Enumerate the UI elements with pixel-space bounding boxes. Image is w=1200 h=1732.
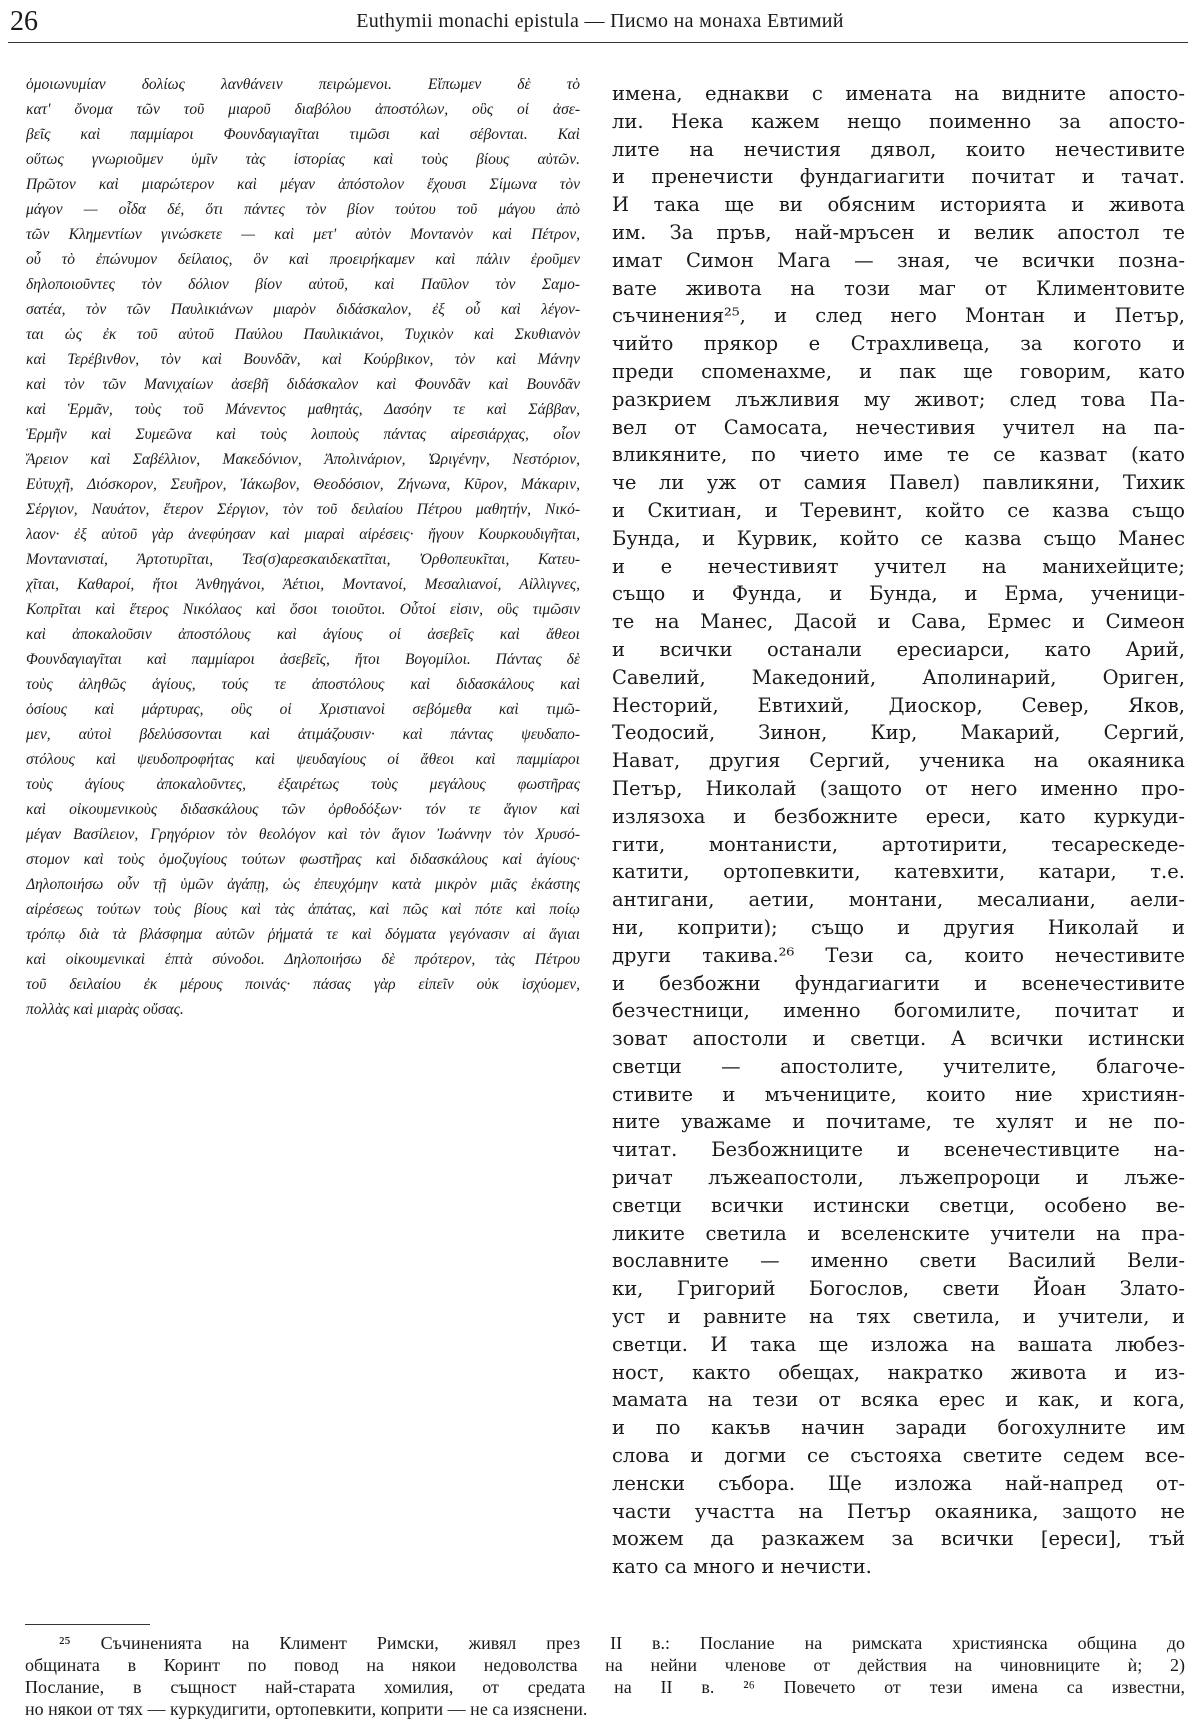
translation-text-line: уст и равните на тях светила, и учители, и <box>612 1305 1185 1329</box>
translation-text-line: преди споменахме, и пак ще говорим, като <box>612 359 1185 383</box>
greek-text-line: σατέα, τὸν τῶν Παυλικιάνων μιαρὸν διδάσκαλον, ἐξ οὗ καὶ λέγον- <box>26 301 580 318</box>
greek-text-line: καὶ ἀποκαλοῦσιν ἀποστόλους καὶ ἁγίους οἱ ἀσεβεῖς καὶ ἄθεοι <box>26 626 580 643</box>
translation-text-line: ност, както обещах, накратко живота и из- <box>612 1360 1185 1384</box>
translation-text-line: можем да разкажем за всички [ереси], тъй <box>612 1527 1185 1551</box>
greek-text-line: καὶ τὸν τῶν Μανιχαίων ἀσεβῆ διδάσκαλον καὶ Φουνδᾶν καὶ Βουνδᾶν <box>26 376 580 393</box>
greek-text-line: Φουνδαγιαγῖται καὶ παμμίαροι ἀσεβεῖς, ἤτοι Βογομίλοι. Πάντας δὲ <box>26 651 580 668</box>
translation-text-line: антигани, аетии, монтани, месалиани, аели- <box>612 888 1185 912</box>
translation-text-line: безчестници, именно богомилите, почитат и <box>612 999 1185 1023</box>
translation-text-line: и по какъв начин заради богохулните им <box>612 1416 1185 1440</box>
translation-text-line: читат. Безбожниците и всенечестивците на- <box>612 1138 1185 1162</box>
greek-text-line: Σέργιον, Ναυάτον, ἕτερον Σέργιον, τὸν τοῦ δειλαίου Πέτρου μαθητήν, Νικό- <box>26 501 580 518</box>
translation-text-line: слова и догми се състояха светите седем все- <box>612 1444 1185 1468</box>
footnote-rule <box>25 1624 150 1625</box>
greek-text-line: ὁμοιωνυμίαν δολίως λανθάνειν πειρώμενοι. Εἴπωμεν δὲ τὸ <box>26 76 580 93</box>
translation-text-line: мамата на тези от всяка ерес и как, и кога, <box>612 1388 1185 1412</box>
translation-text-line: излязоха и безбожните ереси, като куркуди- <box>612 804 1185 828</box>
translation-text-line: съчинения²⁵, и след него Монтан и Петър, <box>612 304 1185 328</box>
greek-text-line: καὶ οἰκουμενικαὶ ἑπτὰ σύνοδοι. Δηλοποιήσω δὲ πρότερον, τὰς Πέτρου <box>26 951 580 968</box>
greek-text-line: τρόπῳ διὰ τὰ βλάσφημα αὐτῶν ῥήματά τε καὶ δόγματα γεγόνασιν αἱ ἅγιαι <box>26 926 580 943</box>
translation-text-line: светци — апостолите, учителите, благоче- <box>612 1054 1185 1078</box>
footnote-line: общината в Коринт по повод на някои недоволства на нейни членове от действия на чиновниците ѝ; 2) <box>25 1655 1185 1675</box>
translation-text-line: че ли уж от самия Павел) павликяни, Тихик <box>612 471 1185 495</box>
greek-text-line: Μοντανισταί, Ἀρτοτυρῖται, Τεσ(σ)αρεσκαιδεκατῖται, Ὀρθοπευκῖται, Κατευ- <box>26 551 580 568</box>
greek-text-line: χῖται, Καθαροί, ἤτοι Ἀνθηγάνοι, Ἀέτιοι, Μοντανοί, Μεσαλιανοί, Αἰλλιγνες, <box>26 576 580 593</box>
greek-text-line: Κοπρῖται καὶ ἕτερος Νικόλαος καὶ ὅσοι τοιοῦτοι. Οὗτοί εἰσιν, οὓς τιμῶσιν <box>26 601 580 618</box>
greek-text-line: Ἄρειον καὶ Σαβέλλιον, Μακεδόνιον, Ἀπολινάριον, Ὠριγένην, Νεστόριον, <box>26 451 580 468</box>
translation-text-line: ричат лъжеапостоли, лъжепророци и лъже- <box>612 1166 1185 1190</box>
translation-text-line: ните уважаме и почитаме, те хулят и не по- <box>612 1110 1185 1134</box>
translation-text-line: ликите светила и вселенските учители на пра- <box>612 1221 1185 1245</box>
translation-text-line: чийто прякор е Страхливеца, за когото и <box>612 332 1185 356</box>
translation-text-line: стивите и мъчениците, които ние християн- <box>612 1082 1185 1106</box>
greek-text-line: τοὺς ἁγίους ἀποκαλοῦντες, ἐξαιρέτως τοὺς μεγάλους φωστῆρας <box>26 776 580 793</box>
greek-text-line: στόλους καὶ ψευδοπροφήτας καὶ ψευδαγίους οἱ ἄθεοι καὶ παμμίαροι <box>26 751 580 768</box>
greek-text-line: Δηλοποιήσω οὖν τῇ ὑμῶν ἀγάπῃ, ὡς ἐπευχόμην κατὰ μικρὸν μιᾶς ἑκάστης <box>26 876 580 893</box>
greek-text-line: τοὺς ἀληθῶς ἁγίους, τούς τε ἀποστόλους καὶ διδασκάλους καὶ <box>26 676 580 693</box>
translation-text-line: и безбожни фундагиагити и всенечестивите <box>612 971 1185 995</box>
greek-text-line: μάγον — οἶδα δέ, ὅτι πάντες τὸν βίον τούτου τοῦ μάγου ἀπὸ <box>26 201 580 218</box>
translation-text-line: части участта на Петър окаяника, защото не <box>612 1499 1185 1523</box>
translation-text-line: И така ще ви обясним историята и живота <box>612 193 1185 217</box>
bulgarian-translation-column <box>612 80 1185 1581</box>
translation-text-line: вликяните, по чието име те се казват (като <box>612 443 1185 467</box>
greek-text-line: αἱρέσεως τούτων τοὺς βίους καὶ τὰς ἀπάτας, καὶ πῶς καὶ πότε καὶ ποίῳ <box>26 901 580 918</box>
translation-text-line: Теодосий, Зинон, Кир, Макарий, Сергий, <box>612 721 1185 745</box>
greek-text-line: οὕτως γνωριοῦμεν ὑμῖν τὰς ἱστορίας καὶ τοὺς βίους αὐτῶν. <box>26 151 580 168</box>
greek-text-line: καὶ Τερέβινθον, τὸν καὶ Βουνδᾶν, καὶ Κούρβικον, τὸν καὶ Μάνην <box>26 351 580 368</box>
translation-text-line: вел от Самосата, нечестивия учител на па- <box>612 415 1185 439</box>
translation-text-line: като са много и нечисти. <box>612 1555 872 1579</box>
running-title: Euthymii monachi epistula — Писмо на монаха Евтимий <box>356 10 844 32</box>
greek-text-line: βεῖς καὶ παμμίαροι Φουνδαγιαγῖται τιμῶσι καὶ σέβονται. Καὶ <box>26 126 580 143</box>
translation-text-line: и всички останали ересиарси, като Арий, <box>612 637 1185 661</box>
greek-text-line: οὗ τὸ ἐπώνυμον δείλαιος, ὃν καὶ προειρήκαμεν καὶ πάλιν ἐροῦμεν <box>26 251 580 268</box>
translation-text-line: лите на нечистия дявол, които нечестивите <box>612 137 1185 161</box>
greek-text-line: πολλὰς καὶ μιαρὰς οὔσας. <box>26 1001 184 1018</box>
greek-text-line: Εὐτυχῆ, Διόσκορον, Σευῆρον, Ἰάκωβον, Θεοδόσιον, Ζήνωνα, Κῦρον, Μάκαριν, <box>26 476 580 493</box>
greek-text-line: μεν, αὐτοὶ βδελύσσονται καὶ ἀτιμάζουσιν· καὶ πάντας ψευδαπο- <box>26 726 580 743</box>
greek-text-line: Πρῶτον καὶ μιαρώτερον καὶ μέγαν ἀπόστολον ἔχουσι Σίμωνα τὸν <box>26 176 580 193</box>
translation-text-line: имена, еднакви с имената на видните апосто- <box>612 82 1185 105</box>
greek-text-line: μέγαν Βασίλειον, Γρηγόριον τὸν θεολόγον καὶ τὸν ἅγιον Ἰωάννην τὸν Χρυσό- <box>26 826 580 843</box>
translation-text-line: Нават, другия Сергий, ученика на окаяника <box>612 749 1185 773</box>
footnote-line: но някои от тях — куркудигити, ортопевкити, коприти — не са изяснени. <box>25 1699 588 1719</box>
greek-text-line: καὶ οἰκουμενικοὺς διδασκάλους τῶν ὀρθοδόξων· τόν τε ἅγιον καὶ <box>26 801 580 818</box>
translation-text-line: вославните — именно свети Василий Вели- <box>612 1249 1185 1273</box>
greek-text-column <box>26 72 580 1022</box>
greek-text-line: τῶν Κλημεντίων γινώσκετε — καὶ μετ' αὐτὸν Μοντανὸν καὶ Πέτρον, <box>26 226 580 243</box>
translation-text-line: Несторий, Евтихий, Диоскор, Север, Яков, <box>612 693 1185 717</box>
translation-text-line: също и Фунда, и Бунда, и Ерма, ученици- <box>612 582 1185 606</box>
greek-text-line: καὶ Ἑρμᾶν, τοὺς τοῦ Μάνεντος μαθητάς, Δασόην τε καὶ Σάββαν, <box>26 401 580 418</box>
footnote-line: ²⁵ Съчиненията на Климент Римски, живял през II в.: Послание на римската християнска община до <box>59 1633 1185 1653</box>
translation-text-line: други такива.²⁶ Тези са, които нечестивите <box>612 943 1185 967</box>
translation-text-line: им. За пръв, най-мръсен и велик апостол те <box>612 220 1185 244</box>
translation-text-line: и е нечестивият учител на манихейците; <box>612 554 1185 578</box>
header-rule <box>8 42 1188 43</box>
translation-text-line: светци. И така ще изложа на вашата любез- <box>612 1332 1185 1356</box>
translation-text-line: разкрием лъжливия му живот; след това Па- <box>612 387 1185 411</box>
greek-text-line: ὁσίους καὶ μάρτυρας, οὓς οἱ Χριστιανοὶ σεβόμεθα καὶ τιμῶ- <box>26 701 580 718</box>
page-number: 26 <box>10 6 38 37</box>
translation-text-line: Бунда, и Курвик, който се казва също Манес <box>612 526 1185 550</box>
greek-text-line: Ἑρμῆν καὶ Συμεῶνα καὶ τοὺς λοιποὺς πάντας αἱρεσιάρχας, οἷον <box>26 426 580 443</box>
translation-text-line: катити, ортопевкити, катевхити, катари, т.е. <box>612 860 1185 884</box>
translation-text-line: ни, коприти); също и другия Николай и <box>612 915 1185 939</box>
footnote-line: Послание, в същност най-старата хомилия, от средата на II в. ²⁶ Повечето от тези имена са известни, <box>25 1677 1185 1697</box>
translation-text-line: имат Симон Мага — зная, че всички позна- <box>612 248 1185 272</box>
translation-text-line: светци всички истински светци, особено ве- <box>612 1193 1185 1217</box>
greek-text-line: δηλοποιοῦντες τὸν δόλιον βίον αὐτοῦ, καὶ Παῦλον τὸν Σαμο- <box>26 276 580 293</box>
translation-text-line: зоват апостоли и светци. А всички истински <box>612 1027 1185 1051</box>
translation-text-line: ли. Нека кажем нещо поименно за апосто- <box>612 109 1185 133</box>
greek-text-line: κατ' ὄνομα τῶν τοῦ μιαροῦ διαβόλου ἀποστόλων, οὓς οἱ ἀσε- <box>26 101 580 118</box>
translation-text-line: ки, Григорий Богослов, свети Йоан Злато- <box>612 1277 1185 1301</box>
footnotes <box>25 1632 1185 1720</box>
translation-text-line: те на Манес, Дасой и Сава, Ермес и Симеон <box>612 610 1185 634</box>
translation-text-line: и Скитиан, и Теревинт, който се казва също <box>612 498 1185 522</box>
greek-text-line: λαον· ἐξ αὐτοῦ γὰρ ἀνεφύησαν καὶ μιαραὶ αἱρέσεις· ἤγουν Κουρκουδιγῆται, <box>26 526 580 543</box>
translation-text-line: и пренечисти фундагиагити почитат и тачат. <box>612 165 1185 189</box>
translation-text-line: Петър, Николай (защото от него именно про- <box>612 776 1185 800</box>
greek-text-line: ται ὡς ἐκ τοῦ αὐτοῦ Παύλου Παυλικιάνοι, Τυχικὸν καὶ Σκυθιανὸν <box>26 326 580 343</box>
translation-text-line: Савелий, Македоний, Аполинарий, Ориген, <box>612 665 1185 689</box>
greek-text-line: τοῦ δειλαίου ἐκ μέρους ποινάς· πάσας γὰρ εἰπεῖν οὐκ ἰσχύομεν, <box>26 976 580 993</box>
translation-text-line: вате живота на този маг от Климентовите <box>612 276 1185 300</box>
translation-text-line: ленски събора. Ще изложа най-напред от- <box>612 1471 1185 1495</box>
translation-text-line: гити, монтанисти, артотирити, тесарескеде- <box>612 832 1185 856</box>
greek-text-line: στομον καὶ τοὺς ὁμοζυγίους τούτων φωστῆρας καὶ διδασκάλους καὶ ἁγίους· <box>26 851 580 868</box>
